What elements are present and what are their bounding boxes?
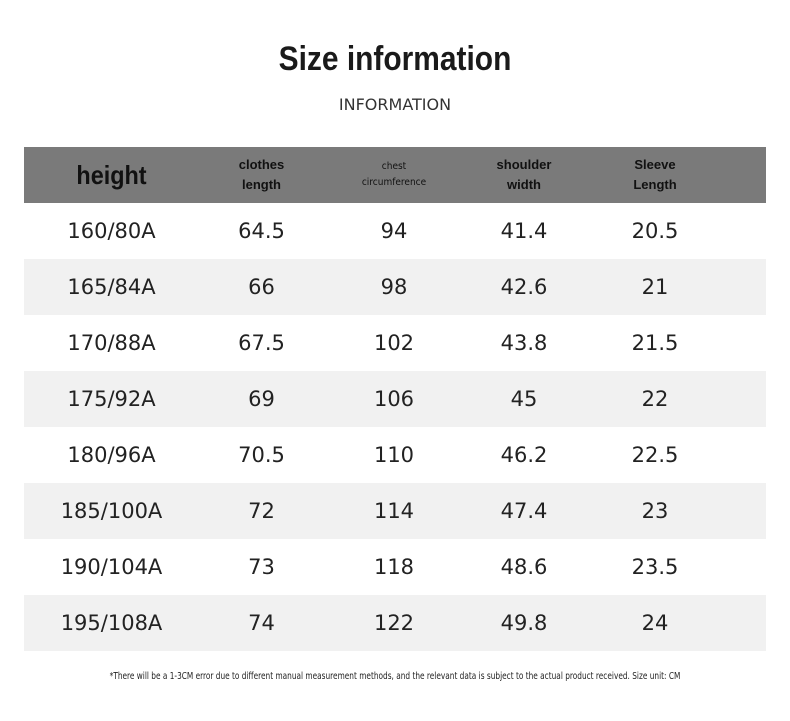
- cell-clothes-length: 73: [248, 555, 275, 579]
- cell-chest: 118: [373, 555, 415, 579]
- header-sleeve-line1: Sleeve: [634, 157, 676, 172]
- cell-height: 195/108A: [60, 611, 163, 635]
- cell-clothes-length: 67.5: [238, 331, 285, 355]
- cell-sleeve-length: 22.5: [631, 443, 679, 467]
- cell-sleeve-length: 23.5: [631, 555, 679, 579]
- footnote: *There will be a 1-3CM error due to different manual measurement methods, and the relevant data is subject to the actual product received. Size unit: CM: [109, 671, 681, 682]
- cell-height: 180/96A: [67, 443, 156, 467]
- cell-shoulder-width: 46.2: [500, 443, 548, 467]
- cell-clothes-length: 74: [248, 611, 275, 635]
- header-height: [24, 160, 199, 191]
- header-chest-circumference: [324, 159, 464, 191]
- table-row: [24, 315, 766, 371]
- cell-shoulder-width: 42.6: [500, 275, 548, 299]
- cell-chest: 94: [380, 219, 408, 243]
- header-height-label: height: [76, 159, 147, 190]
- cell-shoulder-width: 41.4: [500, 219, 548, 243]
- cell-chest: 114: [373, 499, 415, 523]
- size-table: [24, 147, 766, 651]
- header-sleeve-line2: Length: [633, 177, 677, 192]
- cell-height: 170/88A: [67, 331, 156, 355]
- cell-height: 165/84A: [67, 275, 156, 299]
- cell-chest: 102: [373, 331, 415, 355]
- cell-chest: 106: [373, 387, 415, 411]
- table-row: [24, 259, 766, 315]
- header-shoulder-line2: width: [507, 177, 541, 192]
- cell-clothes-length: 66: [248, 275, 275, 299]
- table-row: [24, 595, 766, 651]
- header-clothes-length-line2: length: [242, 177, 281, 192]
- cell-shoulder-width: 45: [510, 387, 538, 411]
- table-row: [24, 427, 766, 483]
- cell-sleeve-length: 21: [641, 275, 669, 299]
- table-header-row: [24, 147, 766, 203]
- table-row: [24, 371, 766, 427]
- cell-clothes-length: 70.5: [238, 443, 285, 467]
- cell-chest: 98: [380, 275, 408, 299]
- cell-chest: 110: [373, 443, 415, 467]
- cell-sleeve-length: 23: [641, 499, 669, 523]
- cell-chest: 122: [373, 611, 415, 635]
- header-sleeve-length: [584, 155, 726, 195]
- cell-clothes-length: 72: [248, 499, 275, 523]
- cell-sleeve-length: 20.5: [631, 219, 679, 243]
- header-chest-line2: circumference: [361, 177, 427, 188]
- cell-clothes-length: 64.5: [238, 219, 285, 243]
- page-title: Size information: [278, 40, 512, 78]
- cell-sleeve-length: 22: [641, 387, 669, 411]
- table-row: [24, 539, 766, 595]
- header-shoulder-width: [464, 155, 584, 195]
- cell-clothes-length: 69: [248, 387, 275, 411]
- header-clothes-length-line1: clothes: [238, 157, 285, 172]
- cell-height: 185/100A: [60, 499, 163, 523]
- header-shoulder-line1: shoulder: [496, 157, 552, 172]
- cell-shoulder-width: 43.8: [500, 331, 548, 355]
- cell-shoulder-width: 47.4: [500, 499, 548, 523]
- table-row: [24, 203, 766, 259]
- cell-sleeve-length: 21.5: [631, 331, 679, 355]
- table-row: [24, 483, 766, 539]
- cell-shoulder-width: 49.8: [500, 611, 548, 635]
- cell-height: 175/92A: [67, 387, 156, 411]
- cell-shoulder-width: 48.6: [500, 555, 548, 579]
- header-clothes-length: [199, 155, 324, 195]
- cell-height: 160/80A: [67, 219, 156, 243]
- header-chest-line1: chest: [381, 161, 407, 172]
- page-subtitle: INFORMATION: [338, 95, 452, 114]
- cell-height: 190/104A: [60, 555, 163, 579]
- cell-sleeve-length: 24: [641, 611, 669, 635]
